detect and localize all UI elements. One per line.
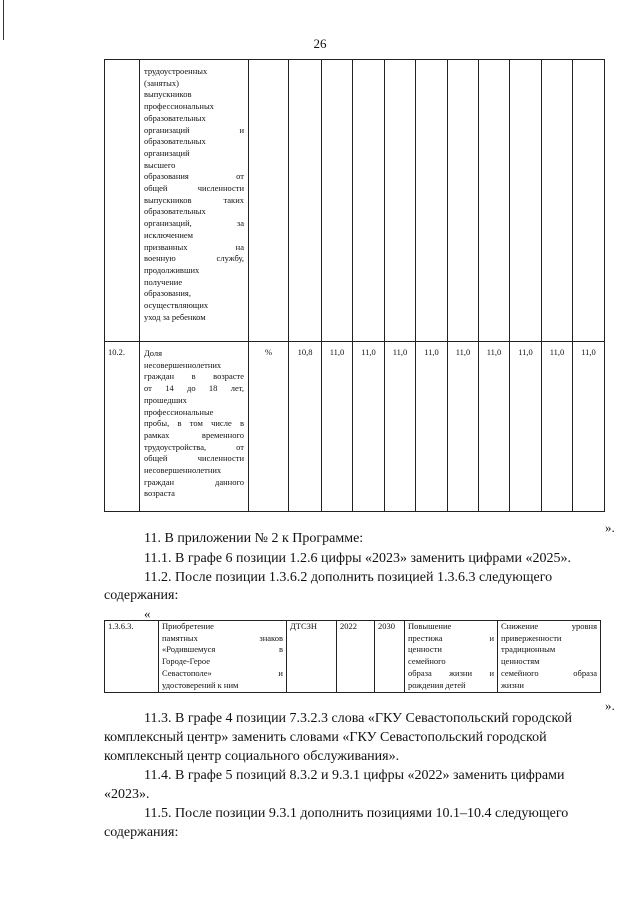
text-line: престижа и — [408, 632, 494, 643]
text-line: традиционным — [501, 644, 556, 655]
text-line: Городе-Герое — [162, 656, 211, 667]
paragraph-11-3: 11.3. В графе 4 позиции 7.3.2.3 слова «ГКУ Севастопольский городской — [144, 711, 573, 726]
value-cell: 11,0 — [322, 342, 353, 512]
text-line: Доля — [144, 348, 163, 358]
text-line: семейного — [408, 656, 446, 667]
text-line: рождения детей — [408, 679, 466, 690]
value-cell: 11,0 — [542, 342, 573, 512]
paragraph-11-2-cont: содержания: — [104, 588, 179, 603]
opening-quote: « — [144, 606, 151, 621]
text-line: Приобретение — [162, 621, 214, 631]
text-line: жизни — [501, 679, 524, 690]
text-line: призванных на — [144, 241, 244, 252]
paragraph-11-5: 11.5. После позиции 9.3.1 дополнить позициями 10.1–10.4 следующего — [144, 806, 569, 821]
executor-cell: ДТСЗН — [287, 621, 337, 693]
text-line: несовершеннолетних — [144, 465, 222, 476]
position-table — [104, 620, 601, 693]
text-line: организаций и — [144, 124, 244, 135]
text-line: семейного образа — [501, 667, 597, 678]
value-cell: 11,0 — [573, 342, 605, 512]
paragraph-11-4: 11.4. В графе 5 позиций 8.3.2 и 9.3.1 цифры «2022» заменить цифрами — [144, 768, 565, 783]
table-row — [105, 342, 605, 512]
text-line: общей численности — [144, 183, 244, 194]
scan-edge-line — [3, 0, 4, 40]
action-cell — [159, 621, 287, 693]
text-line: образа жизни и — [408, 667, 494, 678]
text-line: военную службу, — [144, 253, 244, 264]
text-line: (занятых) — [144, 77, 179, 88]
table-row — [105, 60, 605, 342]
text-line: пробы, в том числе в — [144, 418, 244, 429]
text-line: образовательных — [144, 206, 206, 217]
text-line: образовательных — [144, 112, 206, 123]
value-cell: 11,0 — [416, 342, 448, 512]
unit-cell: % — [249, 342, 289, 512]
page-number: 26 — [313, 36, 327, 51]
text-line: Повышение — [408, 621, 452, 631]
value-cell: 11,0 — [510, 342, 542, 512]
text-line: «Родившемуся в — [162, 644, 283, 655]
text-line: приверженности — [501, 632, 562, 643]
text-line: исключением — [144, 229, 194, 240]
paragraph-11-5-cont: содержания: — [104, 825, 179, 840]
paragraph-11: 11. В приложении № 2 к Программе: — [144, 531, 364, 546]
text-line: продолживших — [144, 264, 200, 275]
text-line: образования от — [144, 171, 244, 182]
text-line: трудоустроенных — [144, 66, 208, 76]
value-cell: 11,0 — [479, 342, 510, 512]
text-line: профессиональные — [144, 406, 214, 417]
text-line: организаций — [144, 147, 190, 158]
text-line: организаций, за — [144, 218, 244, 229]
indicator-table — [104, 59, 605, 512]
start-year-cell: 2022 — [337, 621, 375, 693]
paragraph-11-3-cont2: комплексный центр социального обслуживания». — [104, 749, 400, 764]
text-line: Севастополе» и — [162, 667, 283, 678]
text-line: Снижение уровня — [501, 621, 597, 631]
text-line: выпускников — [144, 89, 192, 100]
text-line: граждан в возрасте — [144, 371, 244, 382]
end-year-cell: 2030 — [375, 621, 405, 693]
paragraph-11-3-cont1: комплексный центр» заменить словами «ГКУ Севастопольский городской — [104, 730, 547, 745]
value-cell: 11,0 — [385, 342, 416, 512]
paragraph-11-1: 11.1. В графе 6 позиции 1.2.6 цифры «2023» заменить цифрами «2025». — [144, 551, 571, 566]
row-number-cell — [105, 60, 140, 342]
row-number-cell: 10.2. — [105, 342, 140, 512]
text-line: высшего — [144, 159, 176, 170]
text-line: возраста — [144, 488, 175, 499]
indicator-description-cell — [140, 60, 249, 342]
text-line: прошедших — [144, 394, 187, 405]
text-line: рамках временного — [144, 429, 244, 440]
value-cell: 11,0 — [353, 342, 385, 512]
risk-cell — [498, 621, 601, 693]
paragraph-11-2: 11.2. После позиции 1.3.6.2 дополнить позицией 1.3.6.3 следующего — [144, 570, 553, 585]
text-line: профессиональных — [144, 101, 214, 112]
value-cell: 10,8 — [289, 342, 322, 512]
text-line: удостоверений к ним — [162, 679, 239, 690]
table-row — [105, 621, 601, 693]
paragraph-11-4-cont: «2023». — [104, 787, 150, 802]
text-line: общей численности — [144, 453, 244, 464]
text-line: осуществляющих — [144, 300, 209, 311]
text-line: памятных знаков — [162, 632, 283, 643]
text-line: ценностям — [501, 656, 540, 667]
result-cell — [405, 621, 498, 693]
text-line: ценности — [408, 644, 442, 655]
text-line: образования, — [144, 288, 191, 299]
text-line: выпускников таких — [144, 194, 244, 205]
value-cell: 11,0 — [448, 342, 479, 512]
indicator-description-cell — [140, 342, 249, 512]
text-line: получение — [144, 276, 183, 287]
text-line: образовательных — [144, 136, 206, 147]
text-line: уход за ребенком — [144, 311, 206, 322]
closing-quote: ». — [605, 520, 615, 535]
closing-quote: ». — [605, 698, 615, 713]
text-line: несовершеннолетних — [144, 359, 222, 370]
text-line: трудоустройства, от — [144, 441, 244, 452]
position-number-cell: 1.3.6.3. — [105, 621, 159, 693]
text-line: от 14 до 18 лет, — [144, 383, 244, 394]
text-line: граждан данного — [144, 476, 244, 487]
